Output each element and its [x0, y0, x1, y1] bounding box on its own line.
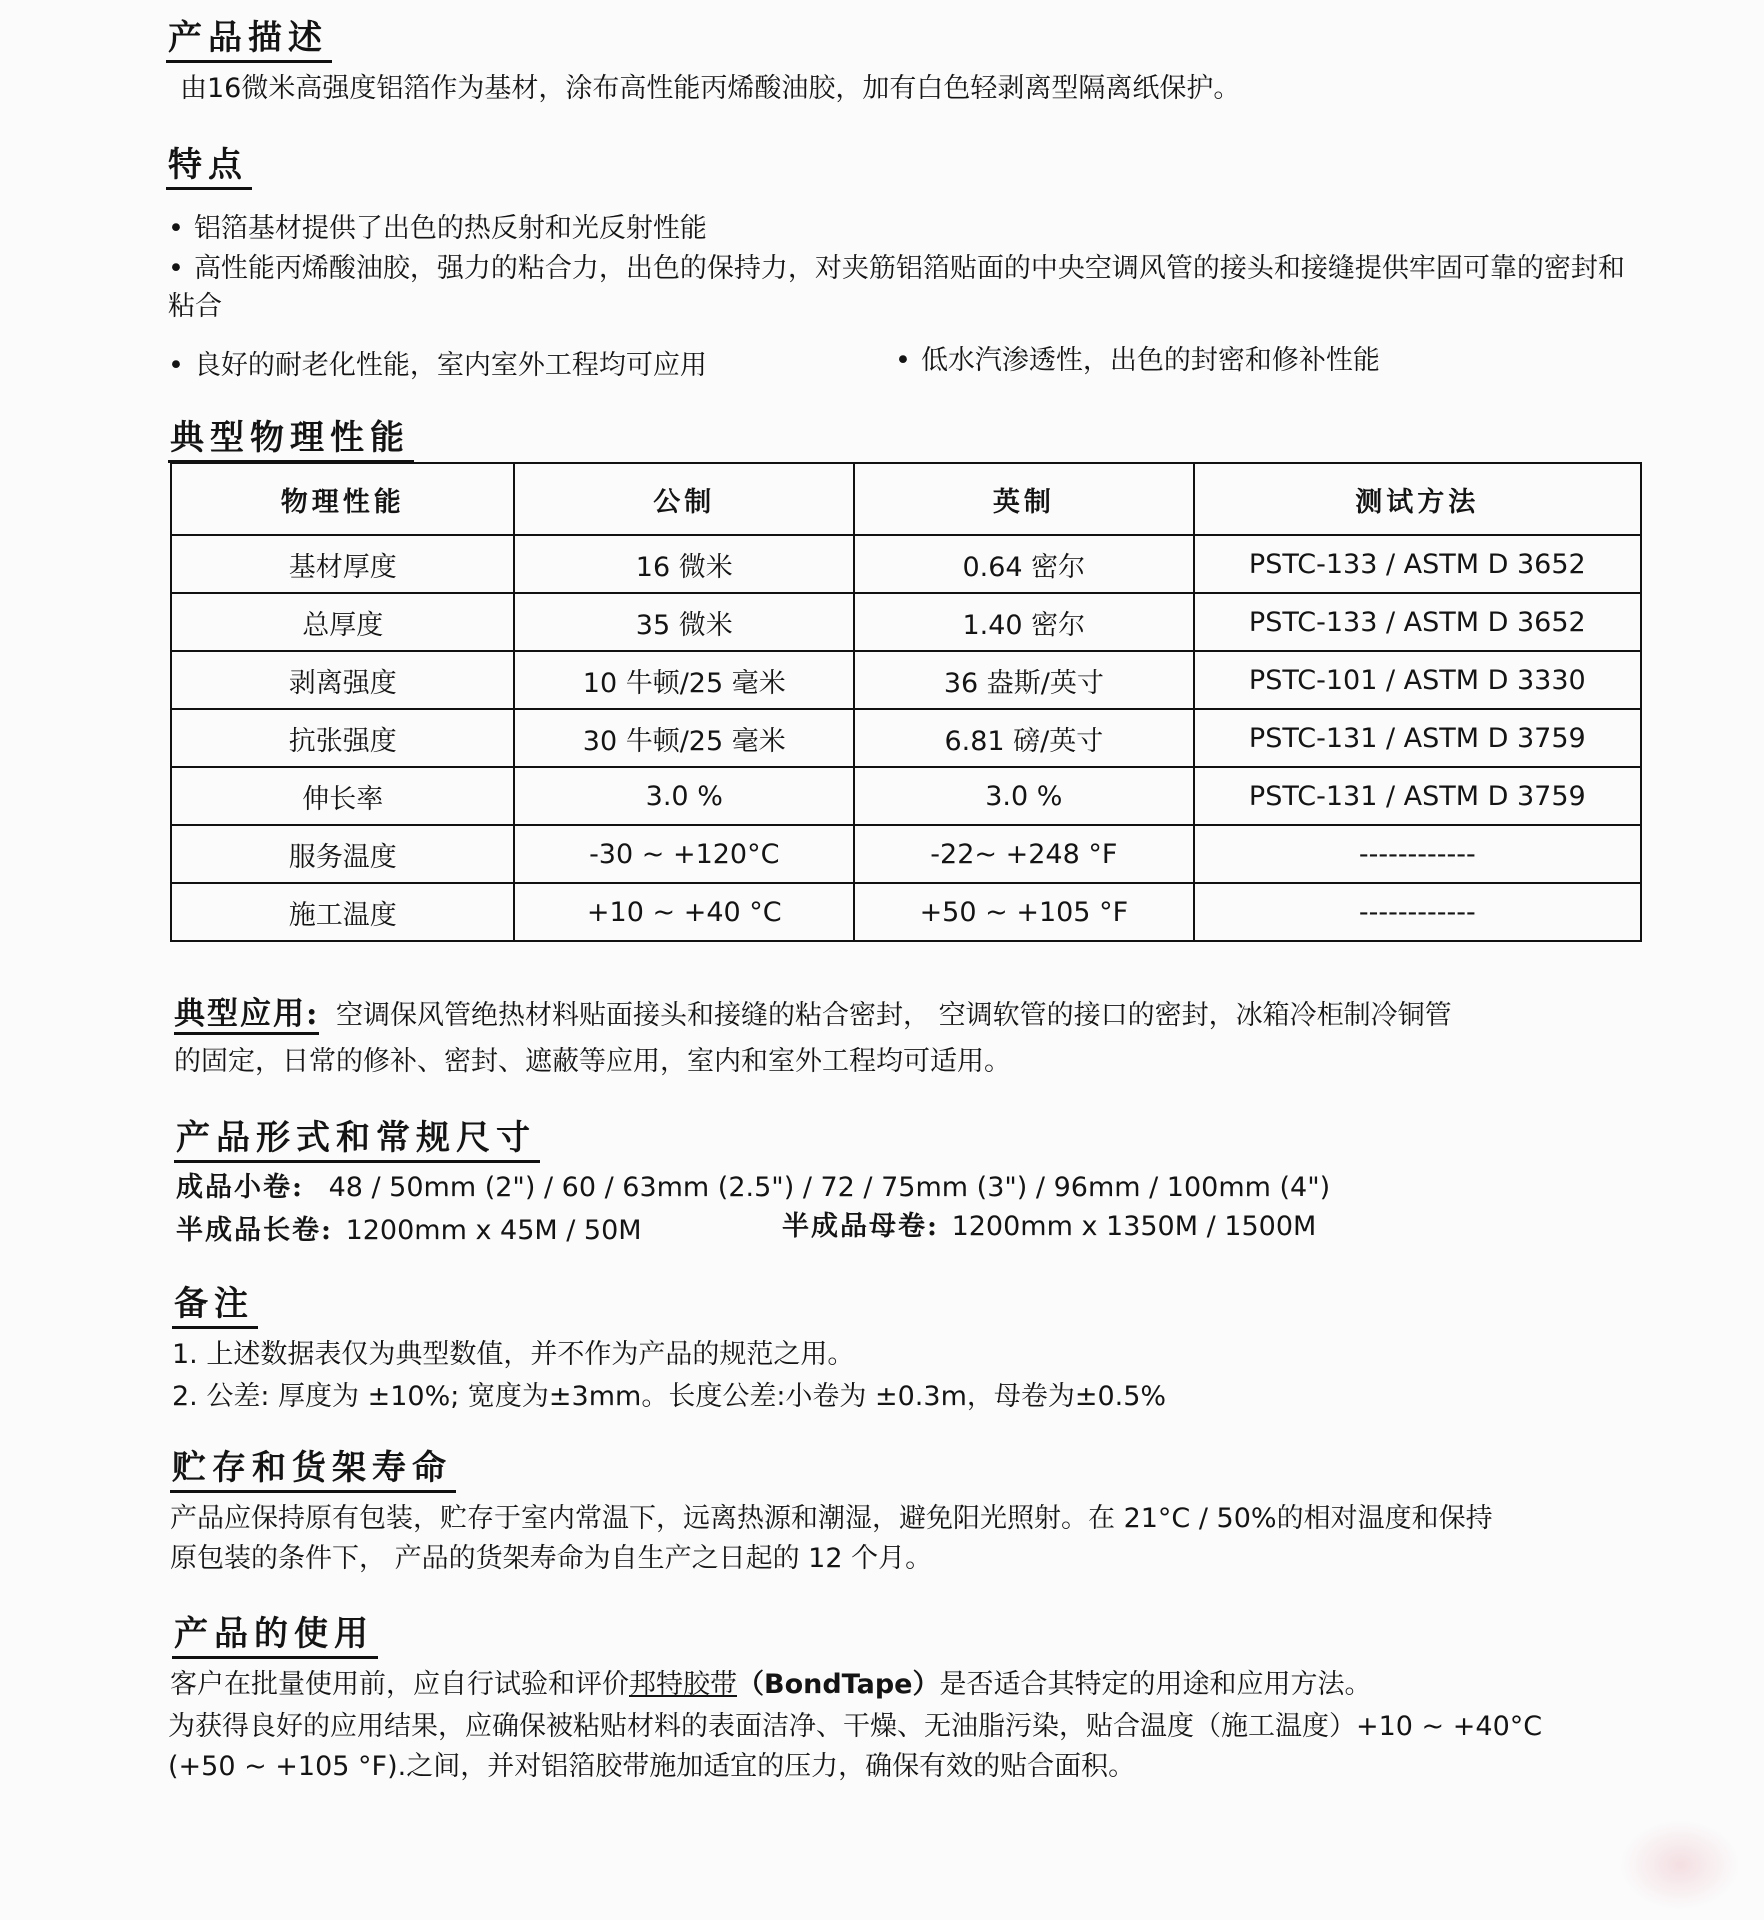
small-roll-value: 48 / 50mm (2") / 60 / 63mm (2.5") / 72 / 75mm (3") / 96mm / 100mm (4") — [328, 1172, 1331, 1203]
section-title-storage: 贮存和货架寿命 — [170, 1448, 456, 1493]
section-title-features: 特点 — [166, 145, 252, 190]
table-row — [171, 767, 1641, 825]
semi-master-value: 1200mm x 1350M / 1500M — [951, 1211, 1317, 1242]
table-cell: 伸长率 — [171, 767, 514, 825]
small-roll-row — [176, 1169, 1330, 1207]
table-cell: PSTC-133 / ASTM D 3652 — [1194, 593, 1641, 651]
table-cell: 3.0 % — [514, 767, 854, 825]
table-cell: 服务温度 — [171, 825, 514, 883]
table-row — [171, 709, 1641, 767]
semi-long-value: 1200mm x 45M / 50M — [345, 1215, 642, 1246]
table-cell: PSTC-133 / ASTM D 3652 — [1194, 535, 1641, 593]
table-cell: PSTC-131 / ASTM D 3759 — [1194, 709, 1641, 767]
section-title-description: 产品描述 — [166, 18, 332, 63]
table-cell: 抗张强度 — [171, 709, 514, 767]
brand-name: 邦特胶带 — [629, 1669, 737, 1700]
usage-text: 客户在批量使用前，应自行试验和评价 — [170, 1669, 629, 1700]
table-cell: -22~ +248 °F — [854, 825, 1194, 883]
header-cell: 物理性能 — [171, 463, 514, 535]
usage-line-2: 为获得良好的应用结果，应确保被粘贴材料的表面洁净、干燥、无油脂污染，贴合温度（施工温度）+10 ~ +40°C — [168, 1711, 1543, 1742]
note-item: 2. 公差: 厚度为 ±10%; 宽度为±3mm。长度公差:小卷为 ±0.3m，母卷为±0.5% — [172, 1381, 1167, 1412]
section-title-usage: 产品的使用 — [172, 1614, 378, 1659]
table-cell: 施工温度 — [171, 883, 514, 941]
table-cell: PSTC-131 / ASTM D 3759 — [1194, 767, 1641, 825]
table-row — [171, 593, 1641, 651]
brand-english: （BondTape） — [737, 1669, 940, 1700]
table-cell: ------------ — [1194, 825, 1641, 883]
table-cell: 总厚度 — [171, 593, 514, 651]
table-cell: 3.0 % — [854, 767, 1194, 825]
semi-long-label: 半成品长卷: — [176, 1215, 333, 1246]
header-cell: 英制 — [854, 463, 1194, 535]
note-item: 1. 上述数据表仅为典型数值，并不作为产品的规范之用。 — [172, 1339, 855, 1370]
table-cell: 0.64 密尔 — [854, 535, 1194, 593]
table-row — [171, 883, 1641, 941]
table-cell: +50 ~ +105 °F — [854, 883, 1194, 941]
table-row — [171, 535, 1641, 593]
table-header-row — [171, 463, 1641, 535]
small-roll-label: 成品小卷: — [176, 1172, 304, 1203]
table-cell: 36 盎斯/英寸 — [854, 651, 1194, 709]
header-cell: 公制 — [514, 463, 854, 535]
feature-item: • 良好的耐老化性能，室内室外工程均可应用 — [168, 347, 707, 385]
description-text: 由16微米高强度铝箔作为基材，涂布高性能丙烯酸油胶，加有白色轻剥离型隔离纸保护。 — [180, 73, 1241, 104]
section-title-notes: 备注 — [172, 1284, 258, 1329]
usage-line-3: (+50 ~ +105 °F).之间，并对铝箔胶带施加适宜的压力，确保有效的贴合面积。 — [168, 1751, 1136, 1782]
usage-line-1 — [170, 1666, 1371, 1704]
feature-item: • 高性能丙烯酸油胶，强力的粘合力，出色的保持力，对夹筋铝箔贴面的中央空调风管的接头和接缝提供牢固可靠的密封和粘合 — [168, 250, 1648, 326]
table-row — [171, 651, 1641, 709]
table-cell: 6.81 磅/英寸 — [854, 709, 1194, 767]
table-cell: 1.40 密尔 — [854, 593, 1194, 651]
table-cell: -30 ~ +120°C — [514, 825, 854, 883]
table-cell: 16 微米 — [514, 535, 854, 593]
storage-line-2: 原包装的条件下， 产品的货架寿命为自生产之日起的 12 个月。 — [170, 1543, 933, 1574]
header-cell: 测试方法 — [1194, 463, 1641, 535]
applications-line-2: 的固定，日常的修补、密封、遮蔽等应用，室内和室外工程均可适用。 — [174, 1046, 1011, 1077]
table-cell: ------------ — [1194, 883, 1641, 941]
semi-master-label: 半成品母卷: — [782, 1211, 939, 1242]
table-row — [171, 825, 1641, 883]
applications-line-1 — [174, 995, 1452, 1035]
table-cell: 剥离强度 — [171, 651, 514, 709]
table-cell: 基材厚度 — [171, 535, 514, 593]
properties-table — [170, 462, 1642, 942]
feature-item: • 铝箔基材提供了出色的热反射和光反射性能 — [168, 210, 707, 248]
usage-text: 是否适合其特定的用途和应用方法。 — [939, 1669, 1372, 1700]
storage-line-1: 产品应保持原有包装，贮存于室内常温下，远离热源和潮湿，避免阳光照射。在 21°C / 50%的相对温度和保持 — [170, 1503, 1493, 1534]
table-cell: 30 牛顿/25 毫米 — [514, 709, 854, 767]
feature-item: • 低水汽渗透性，出色的封密和修补性能 — [895, 342, 1380, 380]
stain-mark — [1620, 1820, 1740, 1910]
applications-label: 典型应用: — [174, 996, 319, 1035]
table-cell: 10 牛顿/25 毫米 — [514, 651, 854, 709]
table-cell: 35 微米 — [514, 593, 854, 651]
table-cell: PSTC-101 / ASTM D 3330 — [1194, 651, 1641, 709]
section-title-sizes: 产品形式和常规尺寸 — [174, 1118, 540, 1163]
semi-long-row — [176, 1212, 642, 1250]
semi-master-row — [782, 1208, 1316, 1246]
table-cell: +10 ~ +40 °C — [514, 883, 854, 941]
applications-text: 空调保风管绝热材料贴面接头和接缝的粘合密封， 空调软管的接口的密封，冰箱冷柜制冷铜管 — [336, 1000, 1452, 1031]
section-title-properties: 典型物理性能 — [168, 418, 414, 463]
